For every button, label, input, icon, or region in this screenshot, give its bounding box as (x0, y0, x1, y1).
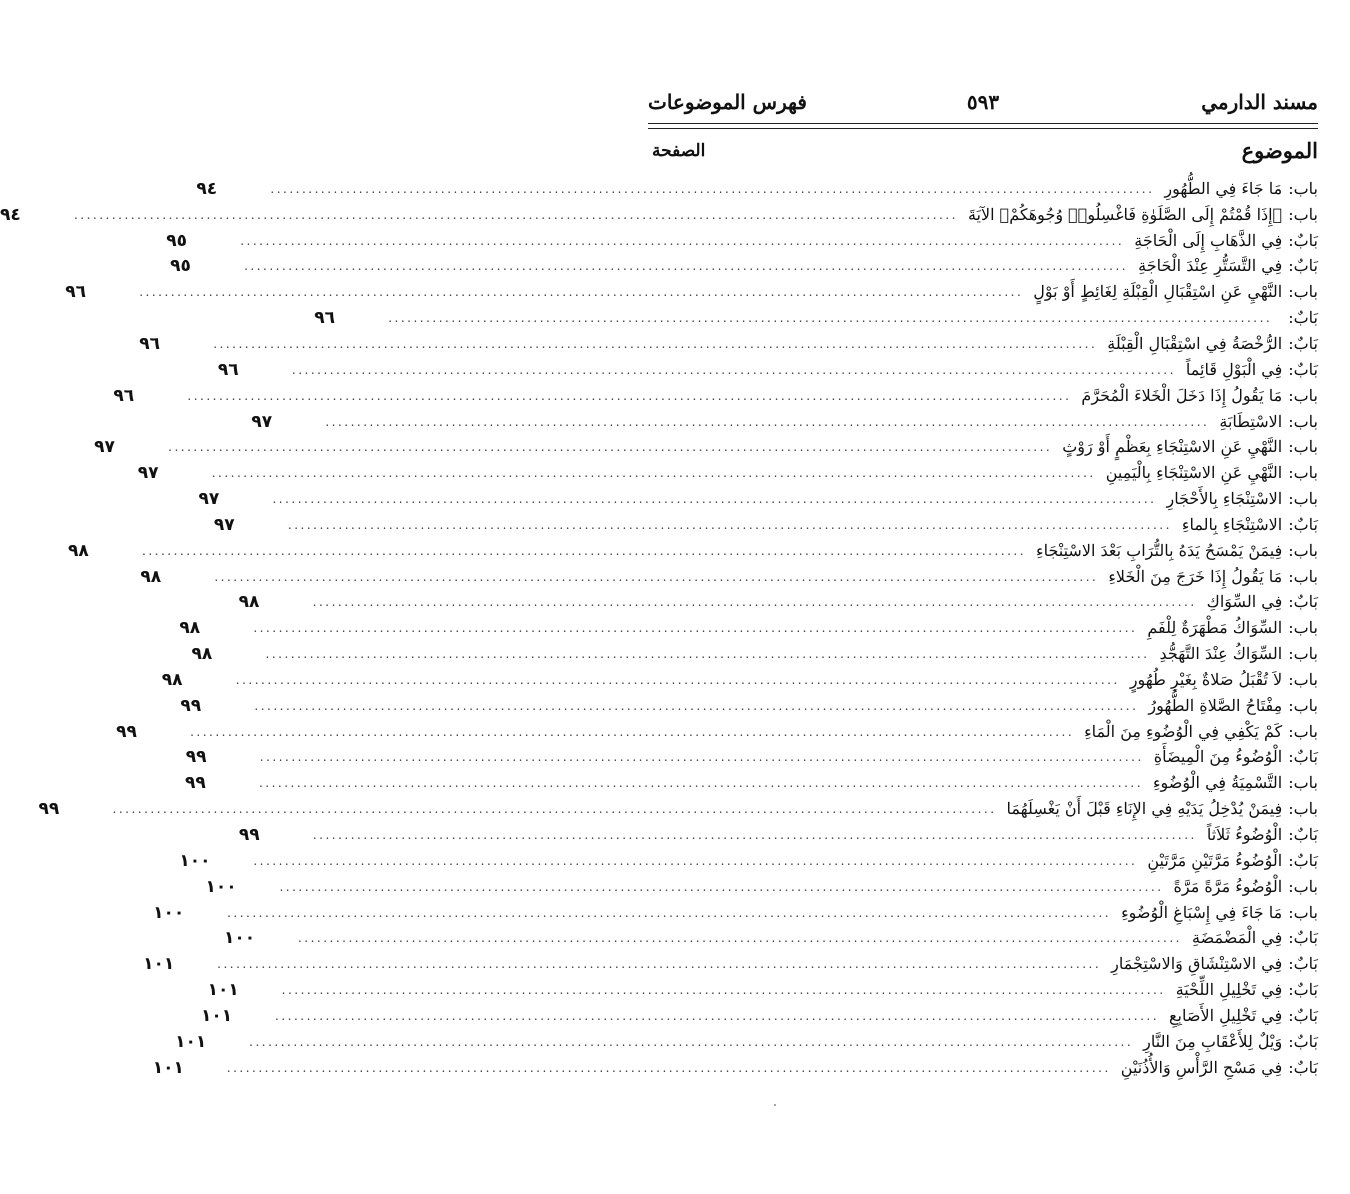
entry-title: الْوُضُوءُ مَرَّةً مَرَّةً (1173, 876, 1283, 896)
entry-title: السِّوَاكُ عِنْدَ التَّهَجُّدِ (1159, 644, 1283, 664)
entry-page-number: ١٠٠ (223, 928, 256, 949)
entry-title: النَّهْيِ عَنِ اسْتِقْبَالِ الْقِبْلَةِ لِغَائِطٍ أَوْ بَوْلٍ (1033, 282, 1283, 302)
toc-entry (152, 1055, 1318, 1081)
entry-label: باب: (1288, 644, 1318, 664)
dot-leader: ............................................................................................................................................ (265, 647, 1150, 662)
entry-label: باب: (1288, 773, 1318, 793)
dot-leader: ............................................................................................................................................ (142, 543, 1027, 558)
entry-page-number: ٩٨ (179, 618, 201, 639)
entry-label: بَابٌ: (1288, 359, 1318, 379)
dot-leader: ............................................................................................................................................ (275, 1008, 1160, 1023)
toc-entry (113, 383, 1318, 409)
entry-page-number: ٩٨ (68, 540, 89, 561)
toc-entry (38, 796, 1318, 822)
entry-title: الاسْتِطَابَةِ (1219, 411, 1283, 431)
entry-label: بَابٌ: (1288, 514, 1318, 534)
entry-label: باب: (1288, 437, 1318, 457)
entry-title: فِي تَخْلِيلِ اللِّحْيَةِ (1175, 980, 1283, 1000)
entry-label: بَابٌ: (1288, 1031, 1318, 1051)
dot-leader: ............................................................................................................................................ (259, 750, 1144, 765)
entry-title: فِيمَنْ يَمْسَحُ يَدَهُ بِالتُّرَابِ بَعْدَ الاسْتِنْجَاءِ (1036, 540, 1283, 560)
entry-label: باب: (1288, 385, 1318, 405)
dot-leader: ............................................................................................................................................ (244, 259, 1129, 274)
entry-title: كَمْ يَكْفِي فِي الْوُضُوءِ مِنَ الْمَاءِ (1084, 721, 1283, 741)
entry-page-number: ١٠١ (152, 1057, 184, 1078)
entry-page-number: ٩٦ (314, 308, 335, 329)
entry-page-number: ٩٥ (166, 230, 187, 251)
toc-entry (65, 279, 1318, 305)
entry-title: فِي الْمَضْمَضَةِ (1192, 928, 1283, 948)
toc-entry (68, 538, 1318, 564)
toc-entry (191, 641, 1318, 667)
dot-leader: ............................................................................................................................................ (227, 905, 1112, 920)
dot-leader: ............................................................................................................................................ (226, 1060, 1111, 1075)
dot-leader: ............................................................................................................................................ (112, 802, 997, 817)
entry-title: التَّسْمِيَةُ فِي الْوُضُوءِ (1153, 773, 1283, 793)
entry-page-number: ٩٧ (251, 411, 273, 432)
entry-title: فِي الذَّهَابِ إِلَى الْحَاجَةِ (1134, 230, 1283, 250)
entry-label: بَابٌ: (1288, 1057, 1318, 1077)
entry-label: باب: (1288, 669, 1318, 689)
entry-page-number: ٩٤ (0, 204, 21, 225)
toc-entry (153, 900, 1318, 926)
entry-title: مَا يَقُولُ إِذَا خَرَجَ مِنَ الْخَلاءِ (1108, 566, 1283, 586)
toc-entry (137, 460, 1318, 486)
entry-label: باب: (1288, 902, 1318, 922)
entry-title: النَّهْيِ عَنِ الاسْتِنْجَاءِ بِعَظْمٍ أَوْ رَوْثٍ (1062, 437, 1283, 457)
dot-leader: ............................................................................................................................................ (258, 776, 1144, 791)
entry-page-number: ٩٦ (65, 282, 86, 303)
entry-page-number: ٩٨ (161, 669, 183, 690)
entry-title: الاسْتِنْجَاءِ بِالأَحْجَارِ (1166, 489, 1283, 509)
entry-page-number: ١٠١ (207, 980, 239, 1001)
entry-page-number: ٩٨ (191, 644, 213, 665)
entry-label: بَابٌ: (1288, 1005, 1318, 1025)
toc-entry-list (0, 176, 1318, 1081)
entry-title: لاَ تُقْبَلُ صَلاةٌ بِغَيْرِ طُهُورٍ (1129, 669, 1283, 689)
entry-label: بَابٌ: (1288, 592, 1318, 612)
entry-page-number: ٩٦ (139, 333, 160, 354)
entry-title: النَّهْيِ عَنِ الاسْتِنْجَاءِ بِالْيَمِينِ (1105, 463, 1283, 483)
section-title: فهرس الموضوعات (648, 90, 807, 114)
entry-label: بَابٌ: (1288, 928, 1318, 948)
entry-page-number: ٩٩ (38, 799, 60, 820)
toc-entry (116, 719, 1318, 745)
dot-leader: ............................................................................................................................................ (187, 388, 1072, 403)
dot-leader: ............................................................................................................................................ (325, 414, 1210, 429)
entry-title: فِي السِّوَاكِ (1206, 592, 1283, 612)
toc-entry (175, 1029, 1318, 1055)
dot-leader: ............................................................................................................................................ (240, 233, 1125, 248)
entry-title: الرُّخْصَةُ فِي اسْتِقْبَالِ الْقِبْلَةِ (1107, 333, 1283, 353)
dot-leader: ............................................................................................................................................ (249, 1034, 1134, 1049)
toc-entry (251, 409, 1318, 435)
entry-title: وَيْلٌ لِلأَعْقَابِ مِنَ النَّارِ (1143, 1031, 1283, 1051)
entry-title: مِفْتَاحُ الصَّلاةِ الطُّهُورُ (1148, 695, 1283, 715)
entry-label: باب: (1288, 799, 1318, 819)
entry-label: باب: (1288, 540, 1318, 560)
entry-label: بَابٌ: (1288, 954, 1318, 974)
entry-label: باب: (1288, 282, 1318, 302)
entry-title: الْوُضُوءُ مِنَ الْمِيضَأَةِ (1153, 747, 1283, 767)
entry-title: مَا جَاءَ فِي إِسْبَاغِ الْوُضُوءِ (1121, 902, 1283, 922)
entry-title: الاسْتِنْجَاءِ بِالماءِ (1181, 514, 1283, 534)
entry-label: بَابٌ: (1288, 850, 1318, 870)
entry-label: بَابٌ: (1288, 825, 1318, 845)
toc-entry (198, 486, 1318, 512)
toc-entry (185, 745, 1318, 771)
paper-speck (774, 1104, 776, 1106)
toc-entry (196, 176, 1318, 202)
entry-label: باب: (1288, 876, 1318, 896)
entry-page-number: ٩٩ (184, 773, 206, 794)
entry-page-number: ٩٦ (217, 359, 239, 380)
entry-page-number: ١٠١ (143, 954, 175, 975)
entry-label: بَابٌ: (1288, 308, 1318, 328)
toc-entry (184, 770, 1318, 796)
toc-entry (170, 254, 1318, 280)
entry-title: السِّوَاكُ مَطْهَرَةٌ لِلْفَمِ (1147, 618, 1283, 638)
entry-label: باب: (1288, 618, 1318, 638)
entry-label: باب: (1288, 204, 1318, 224)
toc-entry (166, 228, 1318, 254)
entry-page-number: ٩٩ (116, 721, 137, 742)
dot-leader: ............................................................................................................................................ (291, 362, 1176, 377)
dot-leader: ............................................................................................................................................ (168, 440, 1053, 455)
entry-page-number: ٩٦ (113, 385, 135, 406)
entry-label: باب: (1288, 695, 1318, 715)
toc-entry (238, 590, 1318, 616)
entry-label: بَابٌ: (1288, 256, 1318, 276)
entry-page-number: ١٠١ (175, 1031, 207, 1052)
entry-page-number: ٩٨ (238, 592, 260, 613)
toc-entry (179, 615, 1318, 641)
entry-title: فِي مَسْحِ الرَّأْسِ وَالأُذُنَيْنِ (1120, 1057, 1283, 1077)
toc-entry (94, 434, 1318, 460)
page-column-heading: الصفحة (652, 141, 706, 161)
toc-entry (238, 822, 1318, 848)
entry-title: فِي الاسْتِنْشَاقِ وَالاسْتِجْمَارِ (1111, 954, 1283, 974)
header-rule (648, 123, 1318, 124)
toc-entry (0, 202, 1318, 228)
entry-title: فِي تَخْلِيلِ الأَصَابِعِ (1169, 1005, 1283, 1025)
entry-label: باب: (1288, 463, 1318, 483)
toc-entry (223, 925, 1318, 951)
entry-label: باب: (1288, 489, 1318, 509)
entry-page-number: ٩٩ (180, 695, 202, 716)
toc-entry (179, 848, 1318, 874)
entry-label: باب: (1288, 411, 1318, 431)
entry-label: بَابٌ: (1288, 747, 1318, 767)
dot-leader: ............................................................................................................................................ (312, 595, 1197, 610)
entry-label: بَابٌ: (1288, 333, 1318, 353)
dot-leader: ............................................................................................................................................ (272, 492, 1157, 507)
toc-entry (161, 667, 1318, 693)
entry-label: باب: (1288, 721, 1318, 741)
dot-leader: ............................................................................................................................................ (254, 698, 1139, 713)
entry-label: بَابٌ: (1288, 980, 1318, 1000)
entry-title: ﴿إِذَا قُمْتُمْ إِلَى الصَّلَوٰةِ فَاغْسِلُوا۟ وُجُوهَكُمْ﴾ الآيَةَ (967, 204, 1283, 224)
dot-leader: ............................................................................................................................................ (214, 569, 1099, 584)
entry-page-number: ١٠١ (201, 1005, 233, 1026)
entry-label: بَابٌ: (1288, 230, 1318, 250)
entry-page-number: ٩٨ (140, 566, 162, 587)
entry-page-number: ٩٩ (238, 825, 260, 846)
entry-title: مَا يَقُولُ إِذَا دَخَلَ الْخَلاءَ الْمُحَرَّمَ (1081, 385, 1283, 405)
dot-leader: ............................................................................................................................................ (287, 517, 1172, 532)
dot-leader: ............................................................................................................................................ (253, 853, 1138, 868)
entry-page-number: ٩٤ (196, 178, 218, 199)
entry-page-number: ٩٩ (185, 747, 207, 768)
dot-leader: ............................................................................................................................................ (217, 957, 1102, 972)
dot-leader: ............................................................................................................................................ (190, 724, 1075, 739)
entry-page-number: ٩٧ (198, 489, 220, 510)
header-rule-second (648, 128, 1318, 129)
toc-entry (180, 693, 1318, 719)
dot-leader: ............................................................................................................................................ (297, 931, 1182, 946)
entry-page-number: ١٠٠ (179, 850, 211, 871)
entry-page-number: ٩٧ (137, 463, 159, 484)
entry-title: الْوُضُوءُ ثَلاَثاً (1206, 825, 1283, 845)
entry-page-number: ٩٧ (94, 437, 115, 458)
dot-leader: ............................................................................................................................................ (270, 181, 1155, 196)
toc-entry (139, 331, 1318, 357)
entry-label: باب: (1288, 178, 1318, 198)
dot-leader: ............................................................................................................................................ (253, 621, 1138, 636)
toc-entry (201, 1003, 1318, 1029)
entry-title: الْوُضُوءُ مَرَّتَيْنِ مَرَّتَيْنِ (1147, 850, 1283, 870)
topic-column-heading: الموضوع (1241, 138, 1318, 163)
toc-entry (213, 512, 1318, 538)
entry-page-number: ١٠٠ (205, 876, 237, 897)
entry-page-number: ٩٥ (170, 256, 191, 277)
dot-leader: ............................................................................................................................................ (139, 285, 1024, 300)
book-title: مسند الدارمي (1201, 90, 1318, 114)
dot-leader: ............................................................................................................................................ (388, 311, 1273, 326)
toc-entry (140, 564, 1318, 590)
toc-entry (314, 305, 1318, 331)
index-page (648, 86, 1318, 122)
running-header (648, 86, 1318, 122)
dot-leader: ............................................................................................................................................ (235, 672, 1120, 687)
dot-leader: ............................................................................................................................................ (279, 879, 1164, 894)
entry-label: باب: (1288, 566, 1318, 586)
entry-title: فِي التَّسَتُّرِ عِنْدَ الْحَاجَةِ (1138, 256, 1283, 276)
entry-title: فِيمَنْ يُدْخِلُ يَدَيْهِ فِي الإِنَاءِ قَبْلَ أَنْ يَغْسِلَهُمَا (1006, 799, 1283, 819)
page-number: ٥٩٣ (966, 90, 1000, 114)
toc-entry (205, 874, 1318, 900)
dot-leader: ............................................................................................................................................ (211, 466, 1096, 481)
entry-title: فِي الْبَوْلِ قَائِماً (1185, 359, 1283, 379)
entry-title: مَا جَاءَ فِي الطُّهُورِ (1164, 178, 1283, 198)
dot-leader: ............................................................................................................................................ (281, 983, 1166, 998)
entry-page-number: ٩٧ (213, 514, 235, 535)
dot-leader: ............................................................................................................................................ (213, 336, 1098, 351)
column-headings (648, 136, 1318, 166)
dot-leader: ............................................................................................................................................ (312, 828, 1197, 843)
dot-leader: ............................................................................................................................................ (73, 207, 958, 222)
entry-page-number: ١٠٠ (153, 902, 185, 923)
toc-entry (143, 951, 1318, 977)
toc-entry (217, 357, 1318, 383)
toc-entry (207, 977, 1318, 1003)
